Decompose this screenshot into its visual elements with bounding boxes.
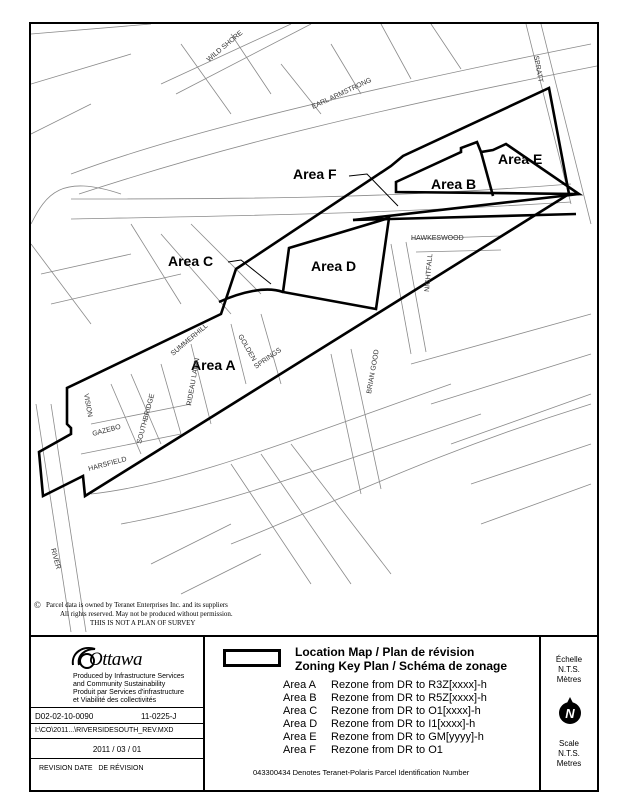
street-vision: VISION bbox=[82, 393, 94, 418]
legend-item-b: Area B Rezone from DR to R5Z[xxxx]-h bbox=[283, 692, 487, 704]
parcel-note-3: THIS IS NOT A PLAN OF SURVEY bbox=[90, 619, 196, 627]
produced-en-1: Produced by Infrastructure Services bbox=[73, 673, 185, 680]
street-nightfall: NIGHTFALL bbox=[424, 253, 435, 293]
area-d-label: Area D bbox=[311, 258, 357, 274]
street-gazebo: GAZEBO bbox=[91, 423, 122, 438]
outer-boundary bbox=[39, 88, 569, 496]
scale-box bbox=[541, 637, 597, 792]
mxd-path: I:\CO\2011...\RIVERSIDESOUTH_REV.MXD bbox=[35, 727, 174, 734]
legend-footnote: 043300434 Denotes Teranet-Polaris Parcel Identification Number bbox=[253, 768, 470, 777]
scale-nts-top: N.T.S. bbox=[558, 665, 580, 674]
legend-title-2: Zoning Key Plan / Schéma de zonage bbox=[295, 659, 508, 673]
street-wild-shore: WILD SHORE bbox=[205, 29, 245, 64]
scale-echelle: Échelle bbox=[555, 655, 583, 664]
parcel-linework bbox=[31, 24, 597, 632]
legend-item-c: Area C Rezone from DR to O1[xxxx]-h bbox=[283, 705, 481, 717]
produced-en-2: and Community Sustainability bbox=[73, 681, 166, 688]
revision-date-label: REVISION DATE DE RÉVISION bbox=[39, 765, 144, 772]
title-block bbox=[31, 635, 597, 790]
scale-nts-bottom: N.T.S. bbox=[558, 749, 580, 758]
street-earl-armstrong: EARL ARMSTRONG bbox=[310, 76, 373, 111]
scale-label: Scale bbox=[558, 739, 579, 748]
area-e-label: Area E bbox=[498, 151, 543, 167]
produced-fr-2: et Viabilité des collectivités bbox=[73, 697, 157, 704]
revision-date-value: 2011 / 03 / 01 bbox=[92, 745, 142, 754]
street-brian-good: BRIAN GOOD bbox=[366, 349, 381, 395]
street-river: RIVER bbox=[49, 547, 62, 571]
legend-item-f: Area F Rezone from DR to O1 bbox=[283, 744, 443, 756]
scale-metres-bottom: Metres bbox=[556, 759, 582, 768]
ottawa-panel bbox=[31, 637, 205, 792]
area-c-label: Area C bbox=[168, 253, 214, 269]
location-map bbox=[31, 24, 597, 632]
area-b-label: Area B bbox=[431, 176, 477, 192]
street-summerhill: SUMMERHILL bbox=[169, 322, 210, 358]
north-arrow-icon bbox=[557, 697, 583, 727]
street-golden: GOLDEN bbox=[236, 333, 258, 363]
street-spratt: SPRATT bbox=[532, 55, 544, 84]
street-harsfield: HARSFIELD bbox=[87, 455, 128, 473]
area-a-label: Area A bbox=[191, 357, 236, 373]
legend-item-e: Area E Rezone from DR to GM[yyyy]-h bbox=[283, 731, 484, 743]
legend-panel bbox=[205, 637, 541, 792]
street-springs: SPRINGS bbox=[253, 346, 283, 371]
parcel-note-1: Parcel data is owned by Teranet Enterprises Inc. and its suppliers bbox=[46, 601, 228, 609]
scale-metres-top: Mètres bbox=[556, 675, 582, 684]
street-rideau-lawn: RIDEAU LAWN bbox=[186, 357, 202, 407]
area-f-label: Area F bbox=[293, 166, 337, 182]
produced-fr-1: Produit par Services d'infrastructure bbox=[73, 689, 185, 696]
ottawa-logo-text: Ottawa bbox=[89, 649, 142, 670]
file-number: D02-02-10-0090 bbox=[35, 712, 94, 721]
street-southbridge: SOUTHBRIDGE bbox=[136, 393, 157, 445]
area-b-e-boundary bbox=[396, 142, 579, 194]
legend-item-d: Area D Rezone from DR to I1[xxxx]-h bbox=[283, 718, 476, 730]
legend-title-1: Location Map / Plan de révision bbox=[295, 645, 475, 659]
street-hawkeswood: HAWKESWOOD bbox=[411, 235, 464, 242]
plan-number: 11-0225-J bbox=[141, 712, 177, 721]
legend-item-a: Area A Rezone from DR to R3Z[xxxx]-h bbox=[283, 679, 487, 691]
parcel-note-2: All rights reserved. May not be produced without permission. bbox=[60, 610, 233, 618]
north-letter: N bbox=[565, 706, 575, 721]
boundary-legend-swatch bbox=[223, 649, 281, 667]
copyright-icon: © bbox=[34, 600, 41, 610]
